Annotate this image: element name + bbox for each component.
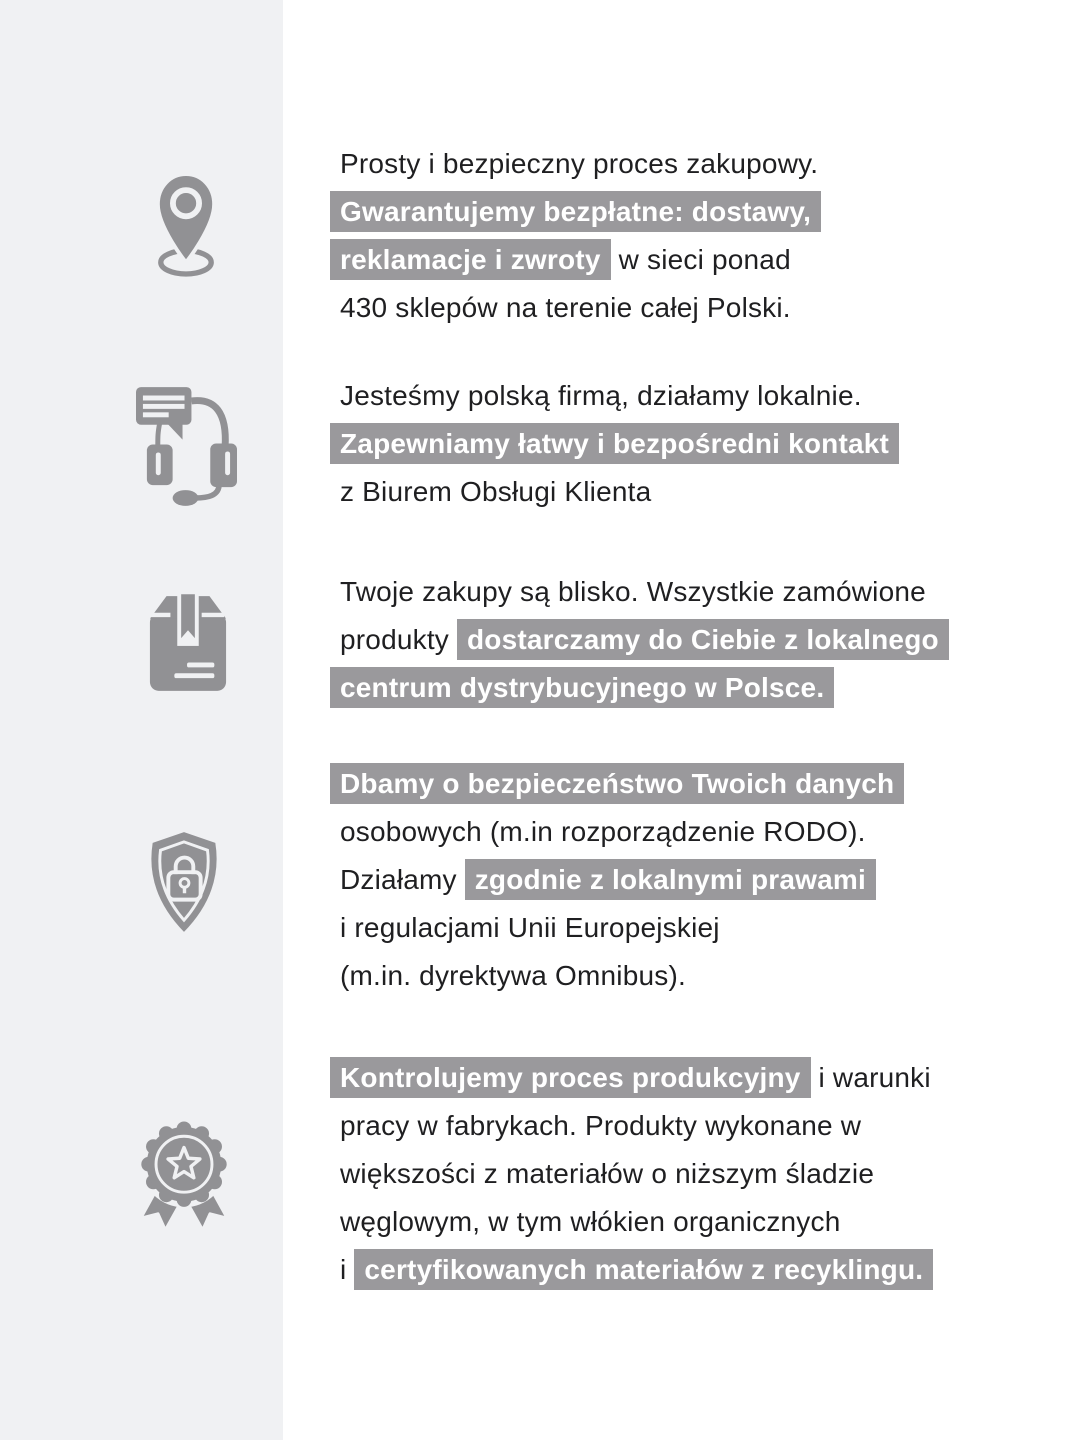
benefit-section-local-distribution xyxy=(340,568,1060,712)
highlighted-text: Dbamy o bezpieczeństwo Twoich danych xyxy=(330,763,904,804)
text-line xyxy=(340,952,1060,1000)
text-line xyxy=(340,1102,1060,1150)
text-line xyxy=(340,1054,1060,1102)
text-line xyxy=(340,856,1060,904)
text-line xyxy=(340,140,1060,188)
plain-text: pracy w fabrykach. Produkty wykonane w xyxy=(340,1110,862,1141)
text-line xyxy=(340,616,1060,664)
plain-text: większości z materiałów o niższym śladzie xyxy=(340,1158,875,1189)
plain-text: Jesteśmy polską firmą, działamy lokalnie. xyxy=(340,380,862,411)
plain-text: osobowych (m.in rozporządzenie RODO). xyxy=(340,816,866,847)
text-line xyxy=(340,904,1060,952)
plain-text: Działamy xyxy=(340,864,465,895)
location-pin-icon xyxy=(154,172,218,279)
plain-text: i warunki xyxy=(810,1062,931,1093)
text-line xyxy=(340,568,1060,616)
plain-text: i xyxy=(340,1254,355,1285)
highlighted-text: zgodnie z lokalnymi prawami xyxy=(465,859,876,900)
benefit-section-local-company-contact xyxy=(340,372,1060,516)
highlighted-text: reklamacje i zwroty xyxy=(330,239,611,280)
plain-text: produkty xyxy=(340,624,457,655)
highlighted-text: Zapewniamy łatwy i bezpośredni kontakt xyxy=(330,423,899,464)
plain-text: węglowym, w tym włókien organicznych xyxy=(340,1206,841,1237)
highlighted-text: Kontrolujemy proces produkcyjny xyxy=(330,1057,811,1098)
benefit-section-data-security xyxy=(340,760,1060,1000)
award-badge-icon xyxy=(131,1118,237,1234)
text-line xyxy=(340,1150,1060,1198)
plain-text: 430 sklepów na terenie całej Polski. xyxy=(340,292,791,323)
package-box-icon xyxy=(147,594,229,692)
text-line xyxy=(340,420,1060,468)
text-line xyxy=(340,188,1060,236)
highlighted-text: centrum dystrybucyjnego w Polsce. xyxy=(330,667,834,708)
text-line xyxy=(340,284,1060,332)
text-line xyxy=(340,468,1060,516)
plain-text: z Biurem Obsługi Klienta xyxy=(340,476,652,507)
text-line xyxy=(340,236,1060,284)
highlighted-text: certyfikowanych materiałów z recyklingu. xyxy=(354,1249,933,1290)
highlighted-text: dostarczamy do Ciebie z lokalnego xyxy=(457,619,949,660)
text-line xyxy=(340,664,1060,712)
plain-text: Twoje zakupy są blisko. Wszystkie zamówione xyxy=(340,576,926,607)
benefit-section-production-control xyxy=(340,1054,1060,1294)
plain-text: (m.in. dyrektywa Omnibus). xyxy=(340,960,686,991)
icon-sidebar xyxy=(0,0,283,1440)
plain-text: w sieci ponad xyxy=(610,244,791,275)
text-line xyxy=(340,808,1060,856)
headset-chat-icon xyxy=(136,387,237,506)
text-line xyxy=(340,1198,1060,1246)
highlighted-text: Gwarantujemy bezpłatne: dostawy, xyxy=(330,191,821,232)
text-line xyxy=(340,1246,1060,1294)
plain-text: Prosty i bezpieczny proces zakupowy. xyxy=(340,148,819,179)
text-line xyxy=(340,760,1060,808)
shield-lock-icon xyxy=(138,831,230,933)
benefit-section-shopping-process xyxy=(340,140,1060,332)
plain-text: i regulacjami Unii Europejskiej xyxy=(340,912,720,943)
text-line xyxy=(340,372,1060,420)
